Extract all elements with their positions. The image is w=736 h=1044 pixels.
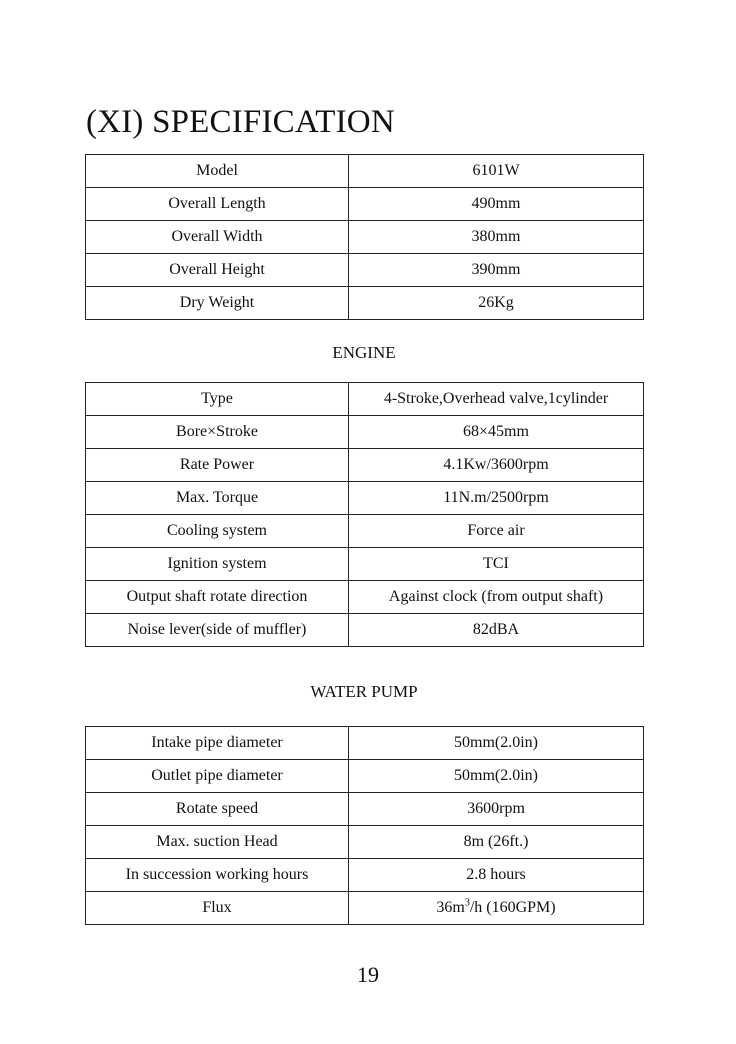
spec-label: Intake pipe diameter xyxy=(86,727,349,760)
spec-value: 26Kg xyxy=(349,287,644,320)
table-row xyxy=(86,221,644,254)
spec-value: 6101W xyxy=(349,155,644,188)
spec-label: Rate Power xyxy=(86,449,349,482)
spec-label: Output shaft rotate direction xyxy=(86,581,349,614)
table-row xyxy=(86,614,644,647)
flux-value-suffix: /h (160GPM) xyxy=(469,899,556,916)
spec-value: 68×45mm xyxy=(349,416,644,449)
spec-value: 11N.m/2500rpm xyxy=(349,482,644,515)
table-row xyxy=(86,287,644,320)
table-row xyxy=(86,793,644,826)
section-number: (XI) xyxy=(86,104,144,140)
spec-value: 4.1Kw/3600rpm xyxy=(349,449,644,482)
spec-value: 4-Stroke,Overhead valve,1cylinder xyxy=(349,383,644,416)
spec-value: 2.8 hours xyxy=(349,859,644,892)
table-row xyxy=(86,892,644,925)
spec-value: 3600rpm xyxy=(349,793,644,826)
spec-value: 82dBA xyxy=(349,614,644,647)
table-row xyxy=(86,859,644,892)
spec-value: Force air xyxy=(349,515,644,548)
table-row xyxy=(86,548,644,581)
table-row xyxy=(86,515,644,548)
spec-value xyxy=(349,892,644,925)
water-pump-spec-table xyxy=(85,726,644,925)
spec-value: 380mm xyxy=(349,221,644,254)
spec-value: 490mm xyxy=(349,188,644,221)
table-row xyxy=(86,254,644,287)
spec-label: Outlet pipe diameter xyxy=(86,760,349,793)
spec-label: Cooling system xyxy=(86,515,349,548)
flux-value-prefix: 36m xyxy=(436,899,465,916)
spec-value: 8m (26ft.) xyxy=(349,826,644,859)
water-pump-heading: WATER PUMP xyxy=(310,682,418,701)
spec-value: 50mm(2.0in) xyxy=(349,727,644,760)
spec-label: Max. Torque xyxy=(86,482,349,515)
spec-value: TCI xyxy=(349,548,644,581)
table-row xyxy=(86,416,644,449)
table-row xyxy=(86,188,644,221)
table-row xyxy=(86,383,644,416)
flux-value-superscript: 3 xyxy=(464,897,470,909)
spec-label: Overall Height xyxy=(86,254,349,287)
spec-label: Dry Weight xyxy=(86,287,349,320)
table-row xyxy=(86,727,644,760)
spec-label: Rotate speed xyxy=(86,793,349,826)
engine-heading: ENGINE xyxy=(332,343,396,362)
table-row xyxy=(86,581,644,614)
spec-label: Max. suction Head xyxy=(86,826,349,859)
spec-label: Type xyxy=(86,383,349,416)
spec-label: Model xyxy=(86,155,349,188)
table-row xyxy=(86,826,644,859)
table-row xyxy=(86,760,644,793)
spec-label: Noise lever(side of muffler) xyxy=(86,614,349,647)
engine-spec-table xyxy=(85,382,644,647)
spec-label: Ignition system xyxy=(86,548,349,581)
spec-value: 50mm(2.0in) xyxy=(349,760,644,793)
spec-label: Overall Length xyxy=(86,188,349,221)
spec-label: Flux xyxy=(86,892,349,925)
page-title xyxy=(86,100,395,144)
page-number: 19 xyxy=(357,962,379,987)
section-title: SPECIFICATION xyxy=(152,104,395,140)
spec-label: In succession working hours xyxy=(86,859,349,892)
spec-label: Overall Width xyxy=(86,221,349,254)
spec-value: Against clock (from output shaft) xyxy=(349,581,644,614)
spec-value: 390mm xyxy=(349,254,644,287)
general-spec-table xyxy=(85,154,644,320)
table-row xyxy=(86,482,644,515)
table-row xyxy=(86,155,644,188)
spec-label: Bore×Stroke xyxy=(86,416,349,449)
table-row xyxy=(86,449,644,482)
